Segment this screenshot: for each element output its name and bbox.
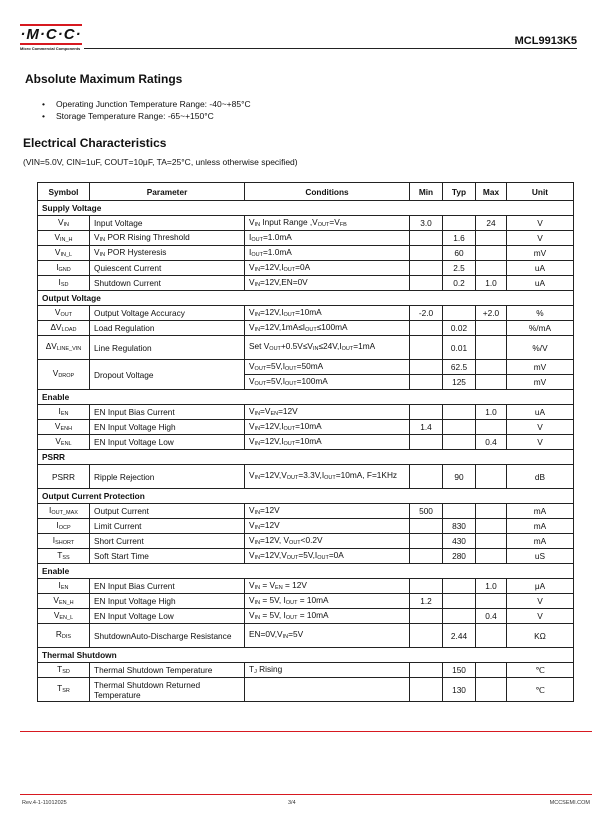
max-cell (476, 663, 507, 678)
table-row (38, 609, 574, 624)
conditions-cell: $V_{IN} = V_{EN} = 12V$ (245, 579, 410, 594)
table-row (38, 594, 574, 609)
typ-cell: 0.02 (443, 321, 476, 336)
conditions-cell: $V_{IN} = 5V$, $I_{OUT} = 10mA$ (245, 609, 410, 624)
footer-rule (20, 794, 592, 795)
max-cell: 0.4 (476, 435, 507, 450)
parameter-cell: Shutdown Current (90, 276, 245, 291)
typ-cell: 1.6 (443, 231, 476, 246)
logo-subtitle: Micro Commercial Components (20, 46, 81, 51)
min-cell: 1.4 (410, 420, 443, 435)
conditions-cell: $V_{IN}=12V,V_{OUT}=3.3V,I_{OUT}=10mA$, F=1KHz (245, 465, 410, 489)
min-cell (410, 519, 443, 534)
table-row (38, 216, 574, 231)
section-row (38, 201, 574, 216)
max-cell (476, 336, 507, 360)
symbol-cell: $I_{OUT\_MAX}$ (38, 504, 90, 519)
min-cell: 1.2 (410, 594, 443, 609)
typ-cell: 830 (443, 519, 476, 534)
conditions-cell: $V_{IN}=12V,EN=0V$ (245, 276, 410, 291)
unit-cell: V (507, 231, 574, 246)
typ-cell (443, 504, 476, 519)
unit-cell: %/mA (507, 321, 574, 336)
list-item: • Operating Junction Temperature Range: -40~+85°C (42, 98, 251, 110)
parameter-cell: Dropout Voltage (90, 360, 245, 390)
unit-cell: ℃ (507, 663, 574, 678)
min-cell (410, 261, 443, 276)
typ-cell: 280 (443, 549, 476, 564)
max-cell (476, 519, 507, 534)
max-cell: 0.4 (476, 609, 507, 624)
min-cell (410, 375, 443, 390)
symbol-cell: $I_{OCP}$ (38, 519, 90, 534)
col-typ: Typ (443, 183, 476, 201)
symbol-cell: $V_{IN\_L}$ (38, 246, 90, 261)
table-row (38, 678, 574, 702)
unit-cell: mA (507, 504, 574, 519)
min-cell (410, 534, 443, 549)
abs-max-title: Absolute Maximum Ratings (25, 72, 183, 86)
parameter-cell: Quiescent Current (90, 261, 245, 276)
list-item: • Storage Temperature Range: -65~+150°C (42, 110, 251, 122)
table-row (38, 306, 574, 321)
conditions-cell: $V_{IN}$ Input Range $,V_{OUT}=V_{FB}$ (245, 216, 410, 231)
symbol-cell: $I_{EN}$ (38, 579, 90, 594)
max-cell (476, 549, 507, 564)
unit-cell: mV (507, 360, 574, 375)
max-cell (476, 678, 507, 702)
max-cell: 1.0 (476, 579, 507, 594)
section-title: Enable (38, 390, 574, 405)
conditions-cell: $V_{IN}=12V,I_{OUT}=0A$ (245, 261, 410, 276)
max-cell (476, 321, 507, 336)
symbol-cell: $I_{SD}$ (38, 276, 90, 291)
conditions-cell: $V_{IN}=12V$ (245, 504, 410, 519)
typ-cell (443, 594, 476, 609)
parameter-cell: Output Current (90, 504, 245, 519)
table-row (38, 261, 574, 276)
table-row (38, 624, 574, 648)
symbol-cell: $I_{EN}$ (38, 405, 90, 420)
min-cell (410, 465, 443, 489)
unit-cell: V (507, 435, 574, 450)
table-header-row (38, 183, 574, 201)
unit-cell: % (507, 306, 574, 321)
unit-cell: dB (507, 465, 574, 489)
table-row (38, 534, 574, 549)
symbol-cell: PSRR (38, 465, 90, 489)
col-conditions: Conditions (245, 183, 410, 201)
unit-cell: V (507, 594, 574, 609)
min-cell (410, 579, 443, 594)
unit-cell: μA (507, 579, 574, 594)
col-unit: Unit (507, 183, 574, 201)
max-cell: 1.0 (476, 405, 507, 420)
section-row (38, 291, 574, 306)
col-symbol: Symbol (38, 183, 90, 201)
parameter-cell: Soft Start Time (90, 549, 245, 564)
website: MCCSEMI.COM (549, 800, 590, 806)
min-cell (410, 435, 443, 450)
max-cell (476, 504, 507, 519)
abs-max-list (42, 98, 251, 122)
table-end-rule (20, 731, 592, 732)
table-row (38, 360, 574, 375)
table-row (38, 420, 574, 435)
unit-cell: KΩ (507, 624, 574, 648)
parameter-cell: Limit Current (90, 519, 245, 534)
typ-cell: 0.2 (443, 276, 476, 291)
parameter-cell: Output Voltage Accuracy (90, 306, 245, 321)
min-cell (410, 231, 443, 246)
logo-bar (20, 43, 82, 45)
min-cell (410, 336, 443, 360)
typ-cell: 150 (443, 663, 476, 678)
logo-mark: ·M·C·C· (20, 26, 82, 43)
part-number: MCL9913K5 (514, 35, 577, 47)
typ-cell: 2.5 (443, 261, 476, 276)
unit-cell: mV (507, 246, 574, 261)
typ-cell (443, 435, 476, 450)
table-row (38, 336, 574, 360)
symbol-cell: $I_{GND}$ (38, 261, 90, 276)
section-title: Thermal Shutdown (38, 648, 574, 663)
table-body (38, 201, 574, 702)
parameter-cell: Input Voltage (90, 216, 245, 231)
max-cell (476, 231, 507, 246)
page-number: 3/4 (288, 800, 296, 806)
max-cell (476, 465, 507, 489)
header-rule (84, 48, 577, 49)
parameter-cell: Line Regulation (90, 336, 245, 360)
parameter-cell: EN Input Voltage Low (90, 435, 245, 450)
test-conditions-note: (VIN=5.0V, CIN=1uF, COUT=10μF, TA=25°C, unless otherwise specified) (23, 157, 298, 167)
typ-cell: 2.44 (443, 624, 476, 648)
parameter-cell: Load Regulation (90, 321, 245, 336)
min-cell (410, 624, 443, 648)
table-row (38, 405, 574, 420)
max-cell (476, 261, 507, 276)
unit-cell: mA (507, 519, 574, 534)
symbol-cell: $T_{SD}$ (38, 663, 90, 678)
conditions-cell: $I_{OUT}=1.0mA$ (245, 246, 410, 261)
parameter-cell: Thermal Shutdown Returned Temperature (90, 678, 245, 702)
table-row (38, 465, 574, 489)
parameter-cell: EN Input Bias Current (90, 405, 245, 420)
table-row (38, 246, 574, 261)
unit-cell: uA (507, 261, 574, 276)
parameter-cell: Short Current (90, 534, 245, 549)
typ-cell (443, 609, 476, 624)
conditions-cell (245, 678, 410, 702)
conditions-cell: $V_{OUT}=5V,I_{OUT}=50mA$ (245, 360, 410, 375)
max-cell: 24 (476, 216, 507, 231)
unit-cell: V (507, 216, 574, 231)
section-row (38, 648, 574, 663)
col-max: Max (476, 183, 507, 201)
typ-cell: 130 (443, 678, 476, 702)
symbol-cell: $V_{ENH}$ (38, 420, 90, 435)
mcc-logo (20, 24, 82, 51)
section-title: Enable (38, 564, 574, 579)
min-cell: -2.0 (410, 306, 443, 321)
section-title: Output Voltage (38, 291, 574, 306)
conditions-cell: Set $V_{OUT}+0.5V\le V_{IN}\le 24V,I_{OUT}=1mA$ (245, 336, 410, 360)
table-row (38, 321, 574, 336)
conditions-cell: $V_{IN}=12V,I_{OUT}=10mA$ (245, 435, 410, 450)
min-cell (410, 321, 443, 336)
unit-cell: uA (507, 405, 574, 420)
typ-cell: 0.01 (443, 336, 476, 360)
conditions-cell: $V_{IN}=12V,I_{OUT}=10mA$ (245, 420, 410, 435)
conditions-cell: $V_{IN} = 5V$, $I_{OUT} = 10mA$ (245, 594, 410, 609)
min-cell (410, 549, 443, 564)
unit-cell: mV (507, 375, 574, 390)
typ-cell (443, 216, 476, 231)
col-min: Min (410, 183, 443, 201)
min-cell (410, 405, 443, 420)
min-cell: 3.0 (410, 216, 443, 231)
symbol-cell: $V_{EN\_L}$ (38, 609, 90, 624)
typ-cell: 90 (443, 465, 476, 489)
table-row (38, 549, 574, 564)
min-cell (410, 678, 443, 702)
conditions-cell: $V_{IN}=12V,1mA\le I_{OUT}\le 100mA$ (245, 321, 410, 336)
symbol-cell: $T_{SR}$ (38, 678, 90, 702)
typ-cell (443, 579, 476, 594)
unit-cell: mA (507, 534, 574, 549)
typ-cell (443, 420, 476, 435)
typ-cell (443, 405, 476, 420)
symbol-cell: $T_{SS}$ (38, 549, 90, 564)
symbol-cell: $V_{EN\_H}$ (38, 594, 90, 609)
conditions-cell: $EN=0V,V_{IN}=5V$ (245, 624, 410, 648)
parameter-cell: Ripple Rejection (90, 465, 245, 489)
unit-cell: V (507, 420, 574, 435)
section-title: Supply Voltage (38, 201, 574, 216)
parameter-cell: Thermal Shutdown Temperature (90, 663, 245, 678)
parameter-cell: EN Input Voltage Low (90, 609, 245, 624)
section-row (38, 390, 574, 405)
max-cell: 1.0 (476, 276, 507, 291)
conditions-cell: $V_{IN}=12V$, $V_{OUT}<0.2V$ (245, 534, 410, 549)
min-cell (410, 360, 443, 375)
typ-cell: 60 (443, 246, 476, 261)
unit-cell: ℃ (507, 678, 574, 702)
parameter-cell: ShutdownAuto-Discharge Resistance (90, 624, 245, 648)
col-parameter: Parameter (90, 183, 245, 201)
conditions-cell: $V_{OUT}=5V,I_{OUT}=100mA$ (245, 375, 410, 390)
parameter-cell: EN Input Voltage High (90, 594, 245, 609)
symbol-cell: $R_{DIS}$ (38, 624, 90, 648)
typ-cell: 62.5 (443, 360, 476, 375)
min-cell (410, 246, 443, 261)
unit-cell: uA (507, 276, 574, 291)
conditions-cell: $V_{IN}=12V,V_{OUT}=5V,I_{OUT}=0A$ (245, 549, 410, 564)
unit-cell: V (507, 609, 574, 624)
max-cell: +2.0 (476, 306, 507, 321)
symbol-cell: $V_{DROP}$ (38, 360, 90, 390)
max-cell (476, 534, 507, 549)
elec-title: Electrical Characteristics (23, 136, 167, 150)
revision: Rev.4-1-11012025 (22, 800, 67, 806)
table-row (38, 579, 574, 594)
typ-cell (443, 306, 476, 321)
section-title: Output Current Protection (38, 489, 574, 504)
table-row (38, 231, 574, 246)
conditions-cell: $V_{IN}=12V$ (245, 519, 410, 534)
max-cell (476, 420, 507, 435)
min-cell: 500 (410, 504, 443, 519)
section-row (38, 564, 574, 579)
table-row (38, 519, 574, 534)
symbol-cell: $\Delta V_{LOAD}$ (38, 321, 90, 336)
symbol-cell: $V_{OUT}$ (38, 306, 90, 321)
parameter-cell: EN Input Bias Current (90, 579, 245, 594)
max-cell (476, 594, 507, 609)
conditions-cell: $I_{OUT}=1.0mA$ (245, 231, 410, 246)
parameter-cell: EN Input Voltage High (90, 420, 245, 435)
table-row (38, 435, 574, 450)
min-cell (410, 663, 443, 678)
table-row (38, 504, 574, 519)
symbol-cell: $V_{IN\_H}$ (38, 231, 90, 246)
max-cell (476, 360, 507, 375)
symbol-cell: $I_{SHORT}$ (38, 534, 90, 549)
symbol-cell: $V_{ENL}$ (38, 435, 90, 450)
unit-cell: %/V (507, 336, 574, 360)
conditions-cell: $V_{IN}=12V,I_{OUT}=10mA$ (245, 306, 410, 321)
conditions-cell: $V_{IN}=V_{EN}=12V$ (245, 405, 410, 420)
typ-cell: 430 (443, 534, 476, 549)
symbol-cell: $V_{IN}$ (38, 216, 90, 231)
section-title: PSRR (38, 450, 574, 465)
table-row (38, 663, 574, 678)
min-cell (410, 276, 443, 291)
section-row (38, 450, 574, 465)
electrical-characteristics-table (37, 182, 574, 702)
table-row (38, 276, 574, 291)
conditions-cell: $T_J$ Rising (245, 663, 410, 678)
typ-cell: 125 (443, 375, 476, 390)
section-row (38, 489, 574, 504)
unit-cell: uS (507, 549, 574, 564)
max-cell (476, 246, 507, 261)
max-cell (476, 375, 507, 390)
parameter-cell: $V_{IN}$ POR Hysteresis (90, 246, 245, 261)
max-cell (476, 624, 507, 648)
symbol-cell: $\Delta V_{LINE\_VIN}$ (38, 336, 90, 360)
parameter-cell: $V_{IN}$ POR Rising Threshold (90, 231, 245, 246)
min-cell (410, 609, 443, 624)
